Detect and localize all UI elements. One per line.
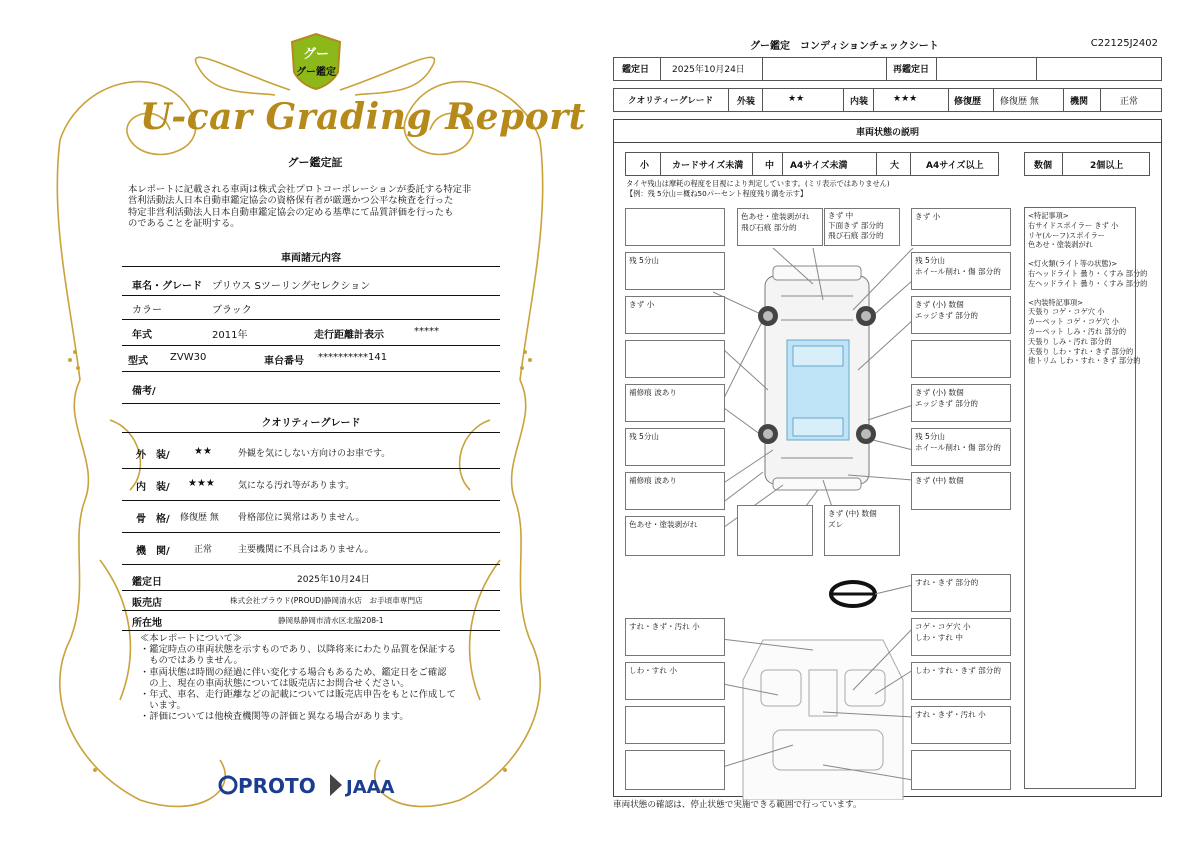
- grade-label: 外 装/: [136, 450, 170, 461]
- remarks-row: [122, 372, 500, 404]
- interior-item: 天張り しみ・汚れ 部分的: [1028, 336, 1112, 346]
- annotation-box: [737, 208, 823, 246]
- count-label: 数個: [1034, 161, 1053, 171]
- certificate-intro: [128, 184, 498, 229]
- grade-label: 骨 格/: [136, 514, 170, 525]
- annotation-box: [911, 340, 1011, 378]
- check-date-value: 2025年10月24日: [672, 65, 745, 75]
- engine-label: 機関: [1070, 97, 1089, 107]
- annotation-text: 残 5分山: [915, 256, 946, 265]
- annotation-text: コゲ・コゲ穴 小: [915, 622, 971, 631]
- proto-mark-icon: [220, 777, 236, 793]
- annotation-text: 下面きず 部分的: [828, 221, 884, 230]
- annotation-text: 補修痕 波あり: [629, 388, 677, 397]
- year-row: [122, 320, 500, 346]
- size-small-desc: カードサイズ未満: [672, 161, 744, 171]
- annotation-text: きず (中) 数個: [828, 509, 877, 518]
- light-item: 右ヘッドライト 曇り・くすみ 部分的: [1028, 268, 1148, 278]
- car-name-label: 車名・グレード: [132, 281, 202, 292]
- size-large-desc: A4サイズ以上: [926, 161, 984, 171]
- annotation-box: [625, 706, 725, 744]
- grade-label: 内 装/: [136, 482, 170, 493]
- annotation-box: [911, 208, 1011, 246]
- model-value: ZVW30: [170, 352, 207, 363]
- special-item: リヤ(ルーフ)スポイラー: [1028, 230, 1105, 240]
- quality-title: クオリティーグレード: [261, 418, 361, 429]
- annotation-text: エッジきず 部分的: [915, 311, 979, 320]
- annotation-box: [911, 662, 1011, 700]
- annotation-text: すれ・きず・汚れ 小: [629, 622, 700, 631]
- model-label: 型式: [128, 356, 148, 367]
- annotation-box: [625, 428, 725, 466]
- grade-row-exterior: [122, 437, 500, 469]
- grade-row-interior: [122, 469, 500, 501]
- address-row: [122, 611, 500, 631]
- annotation-box: [625, 208, 725, 246]
- note-line: ものではありません。: [140, 655, 243, 667]
- annotation-box: [911, 706, 1011, 744]
- divider: [122, 266, 500, 267]
- exterior-label: 外装: [737, 97, 756, 107]
- divider: [122, 432, 500, 433]
- divider: [1063, 88, 1064, 112]
- annotation-text: 色あせ・塗装剥がれ: [741, 212, 810, 221]
- year-label: 年式: [132, 330, 152, 341]
- annotation-text: しわ・すれ 中: [915, 633, 963, 642]
- date-row: [122, 569, 500, 591]
- grade-stars: ★★★: [188, 478, 215, 489]
- light-item: 左ヘッドライト 曇り・くすみ 部分的: [1028, 278, 1148, 288]
- dealer-value: 株式会社プラウド(PROUD)静岡清水店 お手頃車専門店: [230, 596, 423, 605]
- note-line: います。: [140, 700, 186, 712]
- annotation-box: [911, 750, 1011, 790]
- divider: [762, 88, 763, 112]
- annotation-box: [911, 428, 1011, 466]
- exterior-value: ★★: [788, 94, 805, 104]
- spec-title: 車両諸元内容: [281, 253, 341, 264]
- year-value: 2011年: [212, 330, 248, 341]
- chassis-value: **********141: [318, 352, 388, 363]
- certificate-heading: グー鑑定証: [287, 156, 343, 169]
- divider: [1036, 57, 1037, 81]
- goo-badge-logo: [288, 32, 344, 90]
- grade-text: 骨格部位に異常はありません。: [238, 513, 365, 523]
- special-item: 右サイドスポイラー きず 小: [1028, 220, 1119, 230]
- annotation-text: エッジきず 部分的: [915, 399, 979, 408]
- interior-notes-title: <内装特記事項>: [1028, 297, 1084, 307]
- divider: [876, 152, 877, 176]
- jaaa-mark-icon: [330, 774, 342, 796]
- repair-label: 修復歴: [954, 97, 982, 107]
- interior-value: ★★★: [893, 94, 918, 104]
- annotation-text: ホイール削れ・傷 部分的: [915, 267, 1001, 276]
- light-title: <灯火類(ライト等の状態)>: [1028, 259, 1118, 269]
- note-line: ・年式、車名、走行距離などの記載については販売店申告をもとに作成して: [140, 689, 456, 701]
- report-notes: [140, 633, 500, 723]
- dealer-row: [122, 591, 500, 611]
- divider: [728, 88, 729, 112]
- grade-stars: 正常: [194, 545, 213, 555]
- size-mid: 中: [765, 161, 775, 171]
- intro-line: 特定非営利活動法人日本自動車鑑定協会の定める基準にて品質評価を行ったも: [128, 206, 454, 218]
- annotation-box: [625, 472, 725, 510]
- annotation-box: [911, 384, 1011, 422]
- special-item: 色あせ・塗装剥がれ: [1028, 240, 1093, 250]
- divider: [1100, 88, 1101, 112]
- divider: [752, 152, 753, 176]
- mileage-label: 走行距離計表示: [314, 330, 384, 341]
- svg-text:グー: グー: [302, 47, 330, 62]
- size-large: 大: [890, 161, 900, 171]
- grade-label: 機 関/: [136, 546, 170, 557]
- divider: [660, 152, 661, 176]
- special-notes-panel: [1024, 207, 1148, 789]
- annotation-text: 補修痕 波あり: [629, 476, 677, 485]
- tire-note-2: 【例：残 5分山＝概ね50パーセント程度残り溝を示す】: [626, 189, 808, 198]
- annotation-text: すれ・きず 部分的: [915, 578, 979, 587]
- annotation-box: [625, 252, 725, 290]
- grade-text: 外観を気にしない方向けのお車です。: [238, 449, 391, 459]
- color-row: [122, 296, 500, 320]
- intro-line: のであることを証明する。: [128, 217, 240, 229]
- annotation-text: ホイール削れ・傷 部分的: [915, 443, 1001, 452]
- annotation-text: 色あせ・塗装剥がれ: [629, 520, 698, 529]
- divider: [910, 152, 911, 176]
- annotation-text: きず 中: [828, 211, 854, 220]
- check-date-label: 鑑定日: [622, 65, 650, 75]
- grade-stars: ★★: [194, 446, 212, 457]
- annotation-box: [737, 505, 813, 556]
- check-sheet-title: グー鑑定 コンディションチェックシート: [750, 41, 939, 52]
- divider: [886, 57, 887, 81]
- color-label: カラー: [132, 305, 162, 316]
- size-mid-desc: A4サイズ未満: [790, 161, 848, 171]
- annotation-text: きず 小: [629, 300, 655, 309]
- annotation-box: [625, 340, 725, 378]
- annotation-box: [911, 472, 1011, 510]
- check-sheet-code: C22125J2402: [1090, 38, 1158, 49]
- annotation-text: 飛び石痕 部分的: [741, 223, 797, 232]
- annotation-box: [911, 296, 1011, 334]
- annotation-text: すれ・きず・汚れ 小: [915, 710, 986, 719]
- divider: [993, 88, 994, 112]
- annotation-box: [625, 618, 725, 656]
- interior-item: 他トリム しわ・すれ・きず 部分的: [1028, 356, 1141, 366]
- divider: [873, 88, 874, 112]
- divider: [948, 88, 949, 112]
- repair-value: 修復歴 無: [1000, 97, 1039, 107]
- car-name-row: [122, 272, 500, 296]
- intro-line: 営利活動法人日本自動車鑑定協会の資格保有者が厳選かつ公平な検査を行った: [128, 195, 454, 207]
- address-value: 静岡県静岡市清水区北脇208-1: [278, 616, 384, 625]
- annotation-box: [625, 750, 725, 790]
- divider: [660, 57, 661, 81]
- grade-text: 気になる汚れ等があります。: [238, 481, 355, 491]
- divider: [936, 57, 937, 81]
- note-line: の上、現在の車両状態については販売店にお問合せください。: [140, 677, 410, 689]
- note-line: ・鑑定時点の車両状態を示すものであり、以降将来にわたり品質を保証する: [140, 644, 457, 656]
- divider: [762, 57, 763, 81]
- dealer-label: 販売店: [132, 598, 162, 609]
- note-line: ・車両状態は時間の経過に伴い変化する場合もあるため、鑑定日をご確認: [140, 666, 447, 678]
- annotation-box: [625, 516, 725, 556]
- annotation-box: [625, 384, 725, 422]
- annotation-text: 残 5分山: [629, 256, 660, 265]
- recheck-label: 再鑑定日: [893, 65, 930, 75]
- annotation-text: きず (小) 数個: [915, 388, 964, 397]
- engine-value: 正常: [1120, 97, 1139, 107]
- annotation-box: [625, 662, 725, 700]
- interior-label: 内装: [850, 97, 869, 107]
- date-label: 鑑定日: [132, 577, 162, 588]
- steering-wheel-icon: [831, 582, 875, 606]
- model-row: [122, 346, 500, 372]
- jaaa-logo-text: JAAA: [346, 777, 395, 798]
- annotation-text: きず (中) 数個: [915, 476, 964, 485]
- annotation-box: [625, 296, 725, 334]
- color-value: ブラック: [212, 305, 252, 316]
- annotation-text: 残 5分山: [629, 432, 660, 441]
- proto-logo-text: PROTO: [238, 774, 316, 798]
- tire-note-1: タイヤ残山は摩耗の程度を目視により判定しています。(ミリ表示ではありません): [626, 179, 890, 188]
- annotation-box: [824, 208, 900, 246]
- grade-stars: 修復歴 無: [180, 513, 219, 523]
- remarks-label: 備考/: [132, 386, 156, 397]
- annotation-box: [911, 252, 1011, 290]
- car-name-value: プリウス Sツーリングセレクション: [212, 281, 371, 292]
- annotation-text: ズレ: [828, 520, 844, 529]
- interior-item: カーペット しみ・汚れ 部分的: [1028, 326, 1127, 336]
- date-value: 2025年10月24日: [297, 575, 370, 585]
- annotation-text: しわ・すれ・きず 部分的: [915, 666, 1001, 675]
- state-title: 車両状態の説明: [855, 128, 919, 138]
- grade-row-frame: [122, 501, 500, 533]
- mileage-value: *****: [414, 326, 439, 337]
- count-desc: 2個以上: [1090, 161, 1124, 171]
- quality-label: クオリティーグレード: [628, 96, 714, 106]
- divider: [843, 88, 844, 112]
- divider: [1062, 152, 1063, 176]
- svg-text:グー鑑定: グー鑑定: [296, 67, 336, 78]
- script-title: U-car Grading Report: [140, 96, 586, 138]
- footer-note: 車両状態の確認は、停止状態で実施できる範囲で行っています。: [613, 800, 862, 810]
- annotation-text: きず (小) 数個: [915, 300, 964, 309]
- chassis-label: 車台番号: [264, 356, 304, 367]
- annotation-text: しわ・すれ 小: [629, 666, 677, 675]
- interior-item: 天張り コゲ・コゲ穴 小: [1028, 307, 1105, 317]
- intro-line: 本レポートに記載される車両は株式会社プロトコーポレーションが委託する特定非: [128, 184, 472, 195]
- address-label: 所在地: [132, 618, 162, 629]
- size-small: 小: [640, 161, 650, 171]
- divider: [782, 152, 783, 176]
- annotation-box: [824, 505, 900, 556]
- footer-logos: [218, 770, 418, 800]
- interior-diagram: [713, 585, 913, 800]
- interior-item: カーペット コゲ・コゲ穴 小: [1028, 317, 1119, 327]
- special-title: <特記事項>: [1028, 211, 1069, 220]
- annotation-text: きず 小: [915, 212, 941, 221]
- annotation-text: 残 5分山: [915, 432, 946, 441]
- notes-title: ≪本レポートについて≫: [140, 633, 243, 644]
- interior-item: 天張り しわ・すれ・きず 部分的: [1028, 346, 1134, 356]
- annotation-box: [911, 574, 1011, 612]
- annotation-text: 飛び石痕 部分的: [828, 231, 884, 240]
- annotation-box: [911, 618, 1011, 656]
- note-line: ・評価については他検査機関等の評価と異なる場合があります。: [140, 711, 409, 723]
- grade-text: 主要機関に不具合はありません。: [238, 545, 374, 555]
- grade-row-engine: [122, 533, 500, 565]
